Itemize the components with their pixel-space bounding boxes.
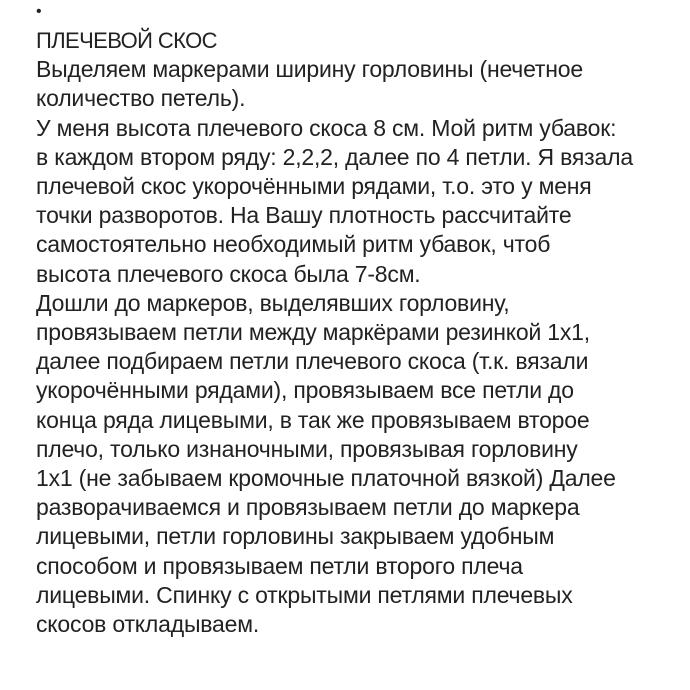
section-heading: ПЛЕЧЕВОЙ СКОС	[36, 28, 217, 53]
bullet-point: •	[36, 3, 42, 20]
text-line: в каждом втором ряду: 2,2,2, далее по 4 петли. Я вязала	[36, 143, 633, 170]
text-line: высота плечевого скоса была 7-8см.	[36, 260, 421, 287]
text-line: Дошли до маркеров, выделявших горловину,	[36, 289, 510, 316]
text-line: самостоятельно необходимый ритм убавок, чтоб	[36, 231, 551, 258]
text-line: способом и провязываем петли второго плеча	[36, 552, 523, 579]
text-line: разворачиваемся и провязываем петли до маркера	[36, 494, 580, 521]
text-line: провязываем петли между маркёрами резинкой 1х1,	[36, 319, 590, 346]
text-line: количество петель).	[36, 85, 246, 112]
text-line: конца ряда лицевыми, в так же провязываем второе	[36, 406, 590, 433]
text-line: лицевыми. Спинку с открытыми петлями плечевых	[36, 581, 573, 608]
text-line: У меня высота плечевого скоса 8 см. Мой ритм убавок:	[36, 114, 617, 141]
text-line: плечо, только изнаночными, провязывая горловину	[36, 435, 578, 462]
text-line: плечевой скос укорочёнными рядами, т.о. это у меня	[36, 173, 592, 200]
text-line: скосов откладываем.	[36, 611, 260, 638]
text-line: далее подбираем петли плечевого скоса (т.к. вязали	[36, 348, 589, 375]
text-line: лицевыми, петли горловины закрываем удобным	[36, 523, 555, 550]
text-line: 1х1 (не забываем кромочные платочной вязкой) Далее	[36, 465, 616, 492]
text-line: укорочёнными рядами), провязываем все петли до	[36, 377, 574, 404]
text-block	[36, 26, 676, 639]
text-line: Выделяем маркерами ширину горловины (нечетное	[36, 56, 583, 83]
text-line: точки разворотов. На Вашу плотность рассчитайте	[36, 202, 572, 229]
